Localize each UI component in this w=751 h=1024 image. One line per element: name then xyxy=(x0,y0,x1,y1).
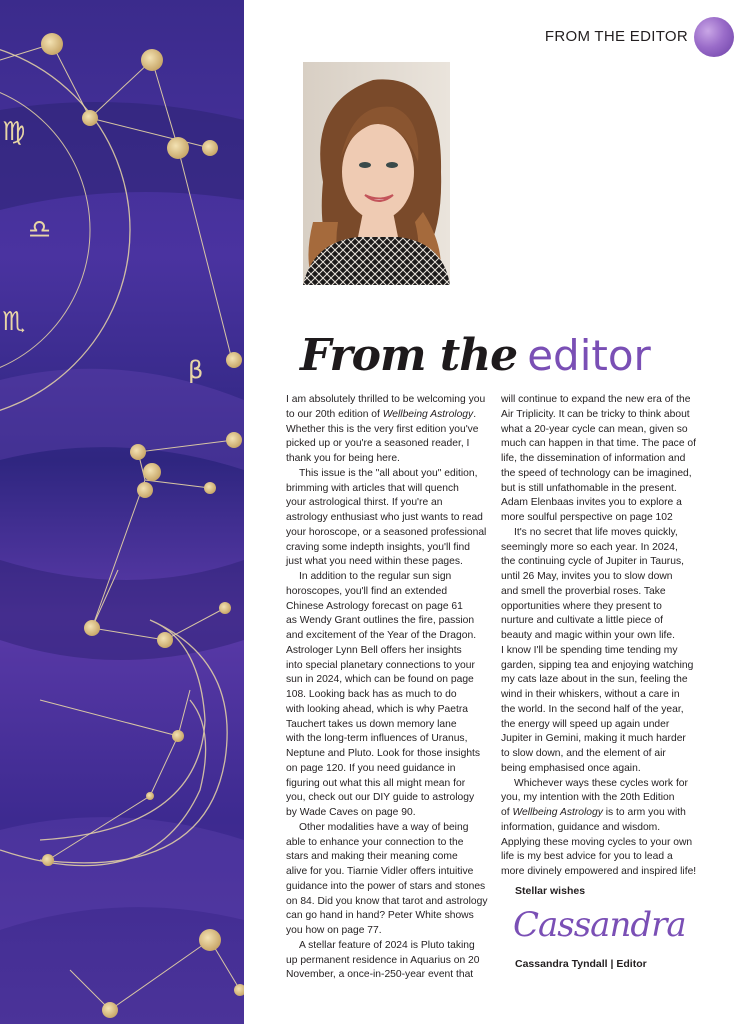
text-line: Jupiter in Gemini, making it much harder xyxy=(501,733,686,745)
text-line: Tauchert takes us down memory lane xyxy=(286,718,457,730)
editor-signature: Cassandra xyxy=(513,905,686,945)
text-line: but is still unfathomable in the present. xyxy=(501,482,677,494)
text-line: up permanent residence in Aquarius on 20 xyxy=(286,954,480,966)
text-line: In addition to the regular sun sign xyxy=(299,571,452,582)
text-line: by Wade Caves on page 90. xyxy=(286,807,416,818)
text-line: alive for you. Tiarnie Vidler offers intuitive xyxy=(286,866,474,877)
text-line: much can happen in that time. The pace of xyxy=(501,438,697,450)
text-line: the speed of technology can be imagined, xyxy=(501,467,692,479)
text-line: you, my intention with the 20th Edition xyxy=(501,792,675,804)
text-line: my cats laze about in the sun, feeling the xyxy=(501,674,688,686)
text-line: figuring out what this all might mean for xyxy=(286,777,466,789)
signoff: Stellar wishes xyxy=(515,885,586,897)
text-line: being emphasised once again. xyxy=(501,762,641,774)
text-line: seemingly more so each year. In 2024, xyxy=(501,541,678,553)
text-line: on 84. Did you know that tarot and astrology xyxy=(286,895,488,907)
text-line: Chinese Astrology forecast on page 61 xyxy=(286,600,463,612)
text-line: This issue is the "all about you" edition, xyxy=(299,467,478,479)
text-line: your horoscope, or a seasoned professional xyxy=(286,526,487,538)
text-line: more divinely empowered and inspired life! xyxy=(501,866,697,877)
text-line: of Wellbeing Astrology is to arm you with xyxy=(501,807,686,818)
section-marker-dot xyxy=(694,17,734,57)
text-line: more soulful perspective on page 102 xyxy=(501,512,673,523)
text-line: you, check out our DIY guide to astrology xyxy=(286,792,475,804)
text-line: Other modalities have a way of being xyxy=(299,821,469,833)
text-line: what a 20-year cycle can mean, given so xyxy=(501,423,688,435)
text-line: the energy will speed up again under xyxy=(501,718,670,730)
text-line: A stellar feature of 2024 is Pluto taking xyxy=(299,939,475,951)
virgo-glyph: ♍ xyxy=(2,117,26,147)
text-line: the world. In the second half of the year, xyxy=(501,703,684,715)
text-line: brimming with articles that will quench xyxy=(286,482,459,494)
text-line: to slow down, and the element of air xyxy=(501,748,666,759)
text-line: guidance into the power of stars and stones xyxy=(286,880,486,892)
article-column-right xyxy=(501,393,713,880)
text-line: I know I'll be spending time tending my xyxy=(501,644,678,656)
text-line: life, the dissemination of information and xyxy=(501,453,686,464)
text-line: Adam Elenbaas invites you to explore a xyxy=(501,497,682,509)
text-line: November, a once-in-250-year event that xyxy=(286,969,474,981)
text-line: will continue to expand the new era of the xyxy=(501,394,691,405)
beta-glyph: β xyxy=(188,356,204,384)
text-line: you how on page 77. xyxy=(286,925,382,936)
zodiac-constellation-artwork xyxy=(0,0,244,1024)
text-line: thank you for being here. xyxy=(286,453,400,464)
page-headline xyxy=(300,330,651,390)
text-line: sun in 2024, which can be found on page xyxy=(286,674,474,686)
text-line: horoscopes, you'll find an extended xyxy=(286,585,448,597)
text-line: picked up or you're a seasoned reader, I xyxy=(286,438,470,450)
text-line: Air Triplicity. It can be tricky to think about xyxy=(501,408,690,420)
text-line: and smell the proverbial roses. Take xyxy=(501,585,666,597)
scorpio-glyph: ♏ xyxy=(2,307,26,337)
text-line: It's no secret that life moves quickly, xyxy=(514,526,678,538)
text-line: your astrological thirst. If you're an xyxy=(286,497,443,509)
text-line: Applying these moving cycles to your own xyxy=(501,836,693,848)
text-line: Neptune and Pluto. Look for those insights xyxy=(286,748,481,759)
text-line: craving some indepth insights, you'll find xyxy=(286,541,470,553)
text-line: beauty and magic within your own life. xyxy=(501,630,675,641)
text-line: life is my best advice for you to lead a xyxy=(501,851,673,863)
section-label: FROM THE EDITOR xyxy=(544,28,688,45)
text-line: 108. Looking back has as much to do xyxy=(286,689,457,700)
text-line: with the long-term influences of Uranus, xyxy=(286,733,468,745)
headline-sans: editor xyxy=(527,331,651,380)
article-column-left xyxy=(286,393,498,983)
text-line: opportunities where they present to xyxy=(501,600,662,612)
text-line: and excitement of the Year of the Dragon. xyxy=(286,630,477,641)
text-line: on page 120. If you need guidance in xyxy=(286,762,456,774)
text-line: with looking ahead, which is why Paetra xyxy=(286,703,469,715)
editor-byline: Cassandra Tyndall | Editor xyxy=(515,958,647,970)
text-line: as Wendy Grant outlines the fire, passion xyxy=(286,615,475,627)
text-line: into special planetary connections to your xyxy=(286,659,475,671)
text-line: just what you need within these pages. xyxy=(286,556,463,568)
text-line: Astrologer Lynn Bell offers her insights xyxy=(286,644,462,656)
text-line: until 26 May, invites you to slow down xyxy=(501,571,673,582)
text-line: I am absolutely thrilled to be welcoming you xyxy=(286,394,486,405)
text-line: to our 20th edition of Wellbeing Astrology. xyxy=(286,408,477,420)
text-line: garden, sipping tea and enjoying watching xyxy=(501,659,694,671)
text-line: astrology enthusiast who just wants to read xyxy=(286,512,483,523)
text-line: can go hand in hand? Peter White shows xyxy=(286,910,474,922)
text-line: Whether this is the very first edition you've xyxy=(286,423,479,435)
editor-portrait xyxy=(303,62,450,285)
text-line: the continuing cycle of Jupiter in Taurus, xyxy=(501,556,684,568)
headline-script: From the xyxy=(300,330,518,381)
text-line: stars and making their meaning come xyxy=(286,851,458,863)
text-line: wind in their whiskers, without a care in xyxy=(501,689,680,700)
text-line: able to enhance your connection to the xyxy=(286,836,464,848)
text-line: Whichever ways these cycles work for xyxy=(514,777,688,789)
text-line: nurture and cultivate a little piece of xyxy=(501,615,663,627)
libra-glyph: ♎ xyxy=(28,215,52,245)
text-line: information, guidance and wisdom. xyxy=(501,821,661,833)
